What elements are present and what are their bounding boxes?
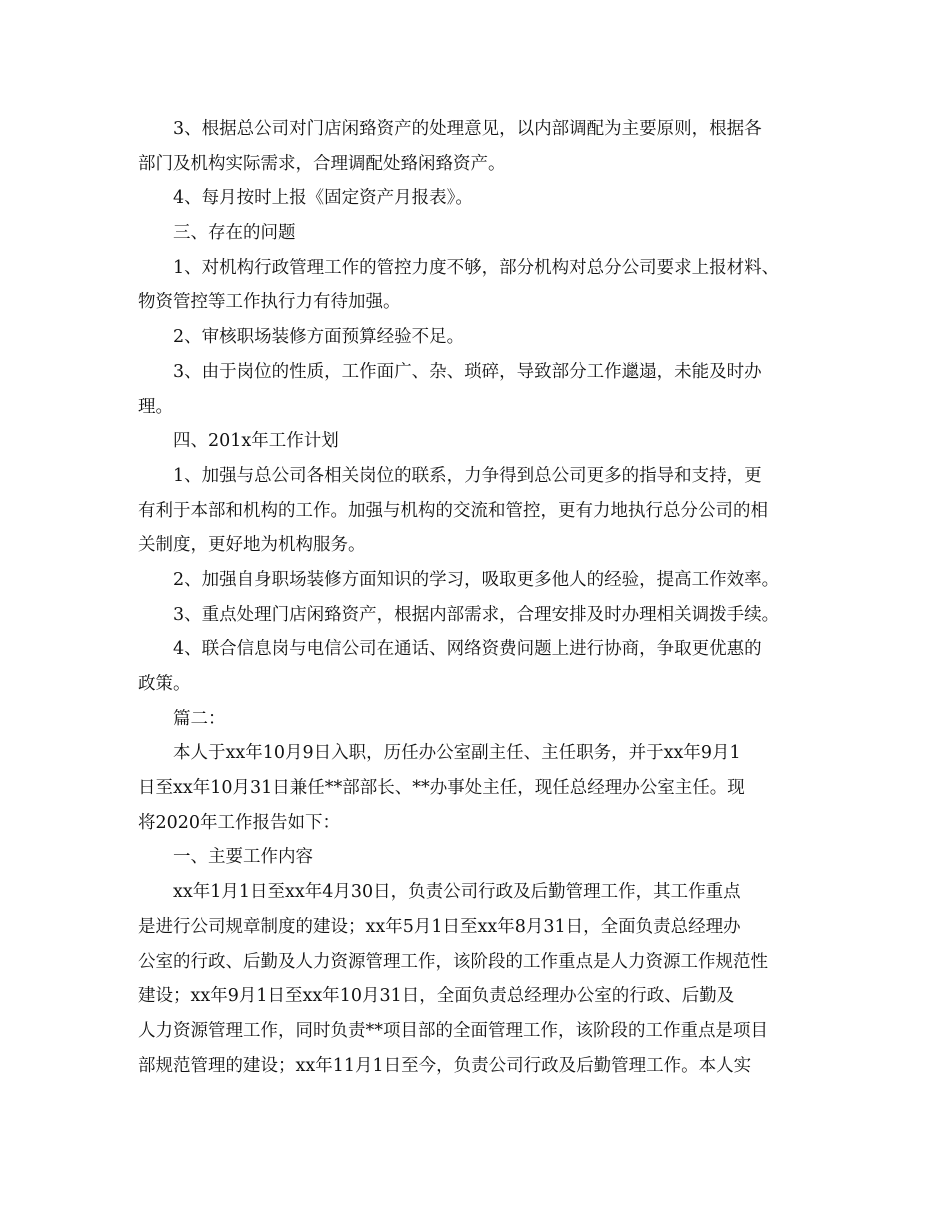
paragraph-line: 将2020年工作报告如下： — [138, 812, 341, 833]
paragraph-line: 理。 — [138, 396, 173, 417]
paragraph-line: 4、每月按时上报《固定资产月报表》。 — [173, 188, 473, 209]
paragraph-line: 1、加强与总公司各相关岗位的联系，力争得到总公司更多的指导和支持，更 — [173, 465, 762, 486]
paragraph-line: xx年1月1日至xx年4月30日，负责公司行政及后勤管理工作，其工作重点 — [173, 882, 741, 903]
paragraph-line: 人力资源管理工作，同时负责**项目部的全面管理工作，该阶段的工作重点是项目 — [138, 1020, 768, 1041]
paragraph-line: 公室的行政、后勤及人力资源管理工作，该阶段的工作重点是人力资源工作规范性 — [138, 951, 768, 972]
paragraph-line: 4、联合信息岗与电信公司在通话、网络资费问题上进行协商，争取更优惠的 — [173, 639, 762, 660]
paragraph-line: 是进行公司规章制度的建设；xx年5月1日至xx年8月31日，全面负责总经理办 — [138, 916, 741, 937]
paragraph-line: 建设；xx年9月1日至xx年10月31日，全面负责总经理办公室的行政、后勤及 — [138, 986, 735, 1007]
paragraph-line: 有利于本部和机构的工作。加强与机构的交流和管控，更有力地执行总分公司的相 — [138, 500, 768, 521]
section-heading: 四、201x年工作计划 — [173, 431, 339, 452]
paragraph-line: 2、加强自身职场装修方面知识的学习，吸取更多他人的经验，提高工作效率。 — [173, 569, 780, 590]
paragraph-line: 物资管控等工作执行力有待加强。 — [138, 292, 401, 313]
section-heading: 三、存在的问题 — [173, 223, 296, 244]
section-heading: 一、主要工作内容 — [173, 847, 313, 868]
paragraph-line: 关制度，更好地为机构服务。 — [138, 535, 366, 556]
paragraph-line: 日至xx年10月31日兼任**部部长、**办事处主任，现任总经理办公室主任。现 — [138, 778, 745, 799]
paragraph-line: 政策。 — [138, 674, 191, 694]
paragraph-line: 3、根据总公司对门店闲臵资产的处理意见，以内部调配为主要原则，根据各 — [173, 119, 762, 139]
paragraph-line: 2、审核职场装修方面预算经验不足。 — [173, 327, 465, 348]
paragraph-line: 部规范管理的建设；xx年11月1日至今，负责公司行政及后勤管理工作。本人实 — [138, 1055, 752, 1076]
paragraph-line: 3、由于岗位的性质，工作面广、杂、琐碎，导致部分工作邋遢，未能及时办 — [173, 361, 762, 382]
paragraph-line: 1、对机构行政管理工作的管控力度不够，部分机构对总分公司要求上报材料、 — [173, 257, 780, 278]
article-heading: 篇二： — [173, 708, 226, 729]
paragraph-line: 3、重点处理门店闲臵资产，根据内部需求，合理安排及时办理相关调拨手续。 — [173, 604, 780, 625]
paragraph-line: 部门及机构实际需求，合理调配处臵闲臵资产。 — [138, 153, 506, 174]
paragraph-line: 本人于xx年10月9日入职，历任办公室副主任、主任职务，并于xx年9月1 — [173, 743, 741, 764]
document-body — [138, 112, 818, 1083]
